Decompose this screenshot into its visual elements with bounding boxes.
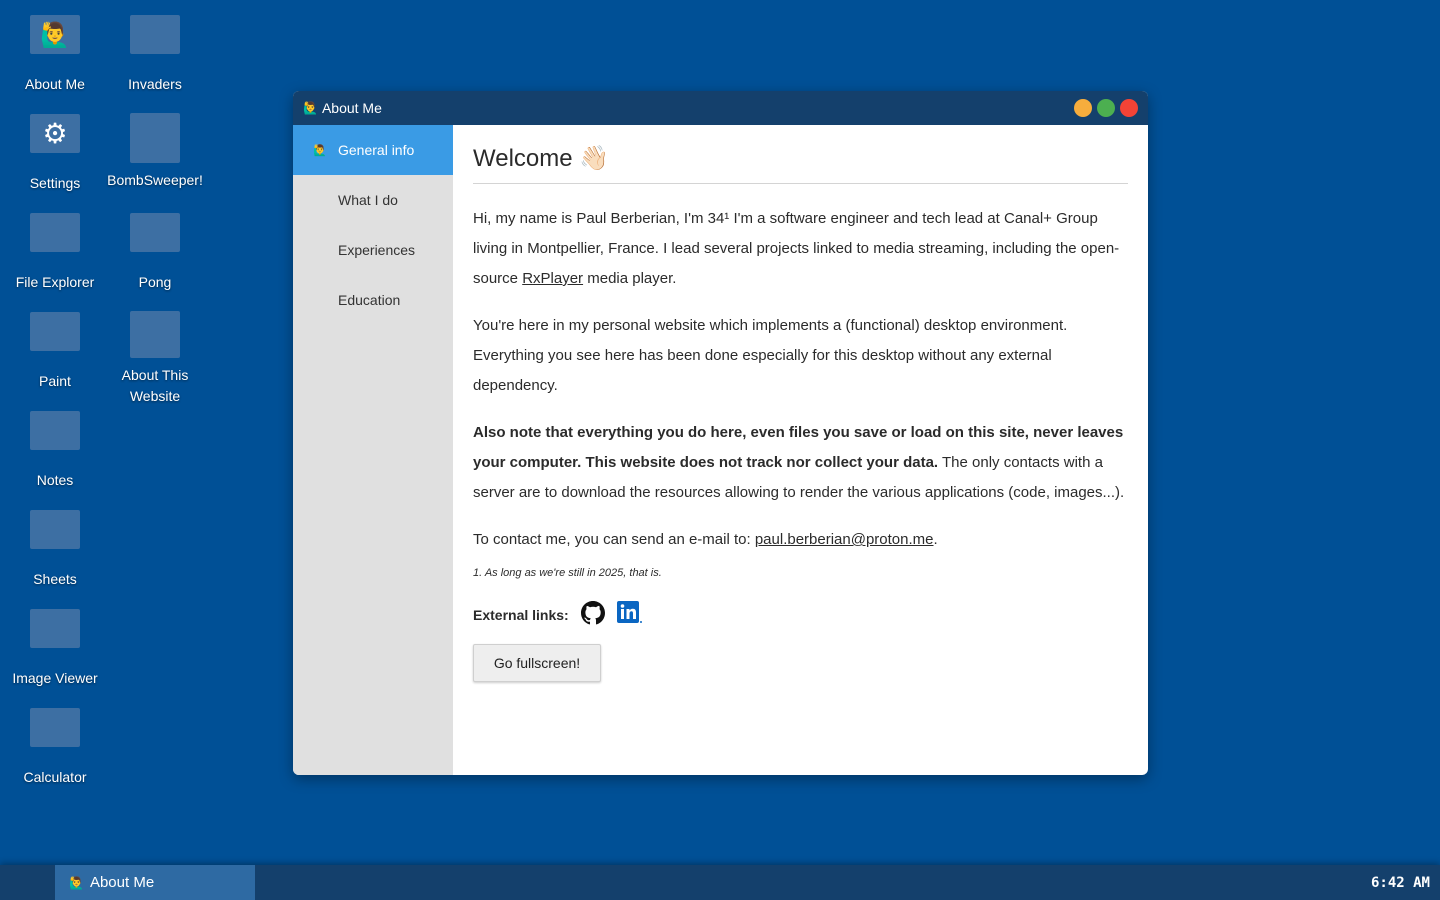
bomb-icon — [130, 113, 180, 163]
start-button[interactable] — [0, 865, 55, 900]
contact-text: To contact me, you can send an e-mail to: — [473, 531, 755, 548]
maximize-button[interactable] — [1097, 99, 1115, 117]
person-icon: 🙋‍♂ — [313, 143, 327, 157]
content-pane — [453, 125, 1148, 775]
linkedin-icon[interactable] — [617, 601, 643, 628]
go-fullscreen-button[interactable]: Go fullscreen! — [473, 644, 601, 682]
rxplayer-link[interactable]: RxPlayer — [522, 270, 584, 287]
desktop-icon-label: Notes — [36, 472, 74, 488]
desktop-icon-paint[interactable] — [5, 297, 105, 392]
close-button[interactable] — [1120, 99, 1138, 117]
desktop-icon-notes[interactable] — [5, 396, 105, 491]
clock: 6:42 AM — [1370, 874, 1430, 891]
desktop-icon-settings[interactable] — [5, 99, 105, 194]
folder-icon — [30, 213, 80, 252]
person-icon: 🙋‍♂ — [69, 875, 84, 890]
desktop-icon-file-explorer[interactable] — [5, 198, 105, 293]
desktop-icon-label: Pong — [138, 274, 172, 290]
taskbar-item-label: About Me — [89, 874, 155, 891]
desktop-icon-image-viewer[interactable] — [5, 594, 105, 689]
desktop-icon-label: Paint — [39, 373, 71, 389]
github-icon[interactable] — [581, 601, 605, 628]
sidebar-item-general-info[interactable] — [293, 125, 453, 175]
sidebar-item-experiences[interactable] — [293, 225, 453, 275]
page-title: Welcome 👋🏻 — [473, 145, 1128, 184]
desktop-icon-pong[interactable] — [105, 198, 205, 293]
taskbar — [0, 865, 1440, 900]
minimize-button[interactable] — [1074, 99, 1092, 117]
desktop-icon-label: Image Viewer — [12, 670, 98, 686]
taskbar-item-about-me[interactable] — [55, 865, 255, 900]
desktop-icon-label: File Explorer — [15, 274, 95, 290]
footnote: 1. As long as we're still in 2025, that is. — [473, 567, 662, 579]
window-titlebar[interactable] — [293, 91, 1148, 125]
desktop-icon-label: BombSweeper! — [107, 172, 203, 188]
desktop-icon-label: About Me — [25, 76, 85, 92]
privacy-paragraph — [473, 418, 1128, 508]
info-icon — [130, 311, 180, 358]
invaders-icon — [130, 15, 180, 54]
intro-paragraph — [473, 204, 1128, 294]
desktop-icon-label: Settings — [29, 175, 81, 191]
sidebar-item-label: Education — [338, 292, 401, 308]
sidebar-item-label: Experiences — [338, 242, 416, 258]
desktop-icon-sheets[interactable] — [5, 495, 105, 590]
window-title: About Me — [321, 100, 382, 116]
notes-icon — [30, 411, 80, 450]
email-link[interactable]: paul.berberian@proton.me — [754, 531, 934, 548]
intro-text-end: media player. — [583, 270, 677, 287]
sidebar-item-education[interactable] — [293, 275, 453, 325]
external-links-label: External links: — [473, 606, 569, 623]
desktop-icon-bombsweeper[interactable] — [105, 99, 205, 209]
desktop-icon-about-website[interactable] — [105, 297, 205, 407]
gear-icon: ⚙ — [30, 114, 80, 153]
privacy-text: The only contacts with a server are to download the resources allowing to render the various applications (code, images...). — [473, 454, 1125, 501]
about-me-window — [293, 91, 1148, 775]
person-icon: 🙋‍♂ — [303, 101, 318, 115]
image-icon — [30, 609, 80, 648]
desktop-icon-calculator[interactable] — [5, 693, 105, 788]
contact-text-end: . — [933, 531, 938, 548]
sidebar — [293, 125, 453, 775]
pong-icon — [130, 213, 180, 252]
desktop-icon-invaders[interactable] — [105, 0, 205, 95]
calculator-icon — [30, 708, 80, 747]
sidebar-item-label: What I do — [338, 192, 398, 208]
intro-text: Hi, my name is Paul Berberian, I'm 34¹ I'm a software engineer and tech lead at Canal+ Group living in Montpellier, France. I lead several projects linked to media streaming, including the open-source — [473, 210, 1120, 287]
desktop-icon-label: Sheets — [33, 571, 77, 587]
desktop-icon-label: Invaders — [128, 76, 182, 92]
desktop-icon-label: Calculator — [23, 769, 87, 785]
desktop-icon-label: About This Website — [121, 367, 189, 404]
sheets-icon — [30, 510, 80, 549]
sidebar-item-what-i-do[interactable] — [293, 175, 453, 225]
contact-paragraph — [473, 525, 1128, 555]
sidebar-item-label: General info — [338, 142, 415, 158]
paint-icon — [30, 312, 80, 351]
privacy-bold-text: Also note that everything you do here, even files you save or load on this site, never leaves your computer. This website does not track nor collect your data. — [473, 424, 1124, 471]
person-icon: 🙋‍♂ — [30, 15, 80, 54]
external-links — [473, 601, 1128, 628]
desktop-icon-about-me[interactable] — [5, 0, 105, 95]
website-paragraph: You're here in my personal website which implements a (functional) desktop environment. Everything you see here has been done especially for this desktop without any external dependency. — [473, 317, 1068, 394]
